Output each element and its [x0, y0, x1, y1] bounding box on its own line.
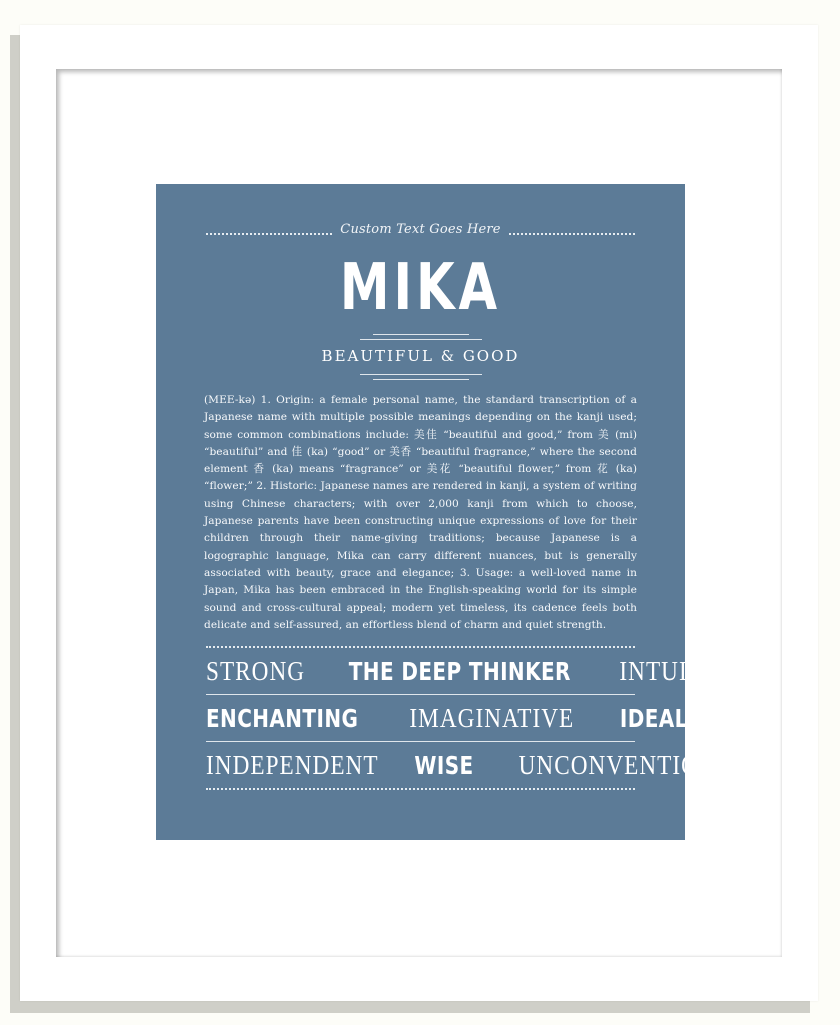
trait-row-1	[206, 648, 745, 694]
rule-bottom-1	[360, 374, 482, 375]
custom-text-row	[206, 222, 635, 244]
name-title: MIKA	[339, 251, 502, 325]
traits-block	[206, 646, 750, 790]
name-definition: (MEE-kə) 1. Origin: a female personal name, the standard transcription of a Japanese name with multiple possible meanings depending on the kanji used; some common combinations include: 美佳 “beautiful and good,” from 美 (mi) “beautiful” and 佳 (ka) “good” or 美香 “beautiful fragrance,” where the second element 香 (ka) means “fragrance” or 美花 “beautiful flower,” from 花 (ka) “flower;” 2. Historic: Japanese names are rendered in kanji, a system of writing using Chinese characters; with over 2,000 kanji from which to choose, Japanese parents have been constructing unique expressions of love for their children through their name-giving traditions; because Japanese is a logographic language, Mika can carry different nuances, but is generally associated with beauty, grace and elegance; 3. Usage: a well-loved name in Japan, Mika has been embraced in the English-speaking world for its simple sound and cross-cultural appeal; modern yet timeless, its cadence feels both delicate and self-assured, an effortless blend of charm and quiet strength.	[204, 394, 637, 631]
name-print	[156, 184, 750, 840]
trait-row-3	[206, 742, 750, 788]
trait-row-2	[206, 695, 748, 741]
trait: IDEALISTIC	[619, 703, 748, 733]
trait: ENCHANTING	[206, 703, 359, 733]
dotted-divider-right	[509, 233, 635, 235]
rule-bottom-2	[373, 379, 469, 380]
name-meaning: BEAUTIFUL & GOOD	[321, 347, 520, 365]
trait: STRONG	[206, 655, 306, 686]
trait: THE DEEP THINKER	[348, 656, 572, 686]
custom-text: Custom Text Goes Here	[340, 222, 501, 237]
rule-top-1	[373, 334, 469, 335]
trait: IMAGINATIVE	[409, 702, 575, 733]
trait: WISE	[414, 750, 474, 780]
rule-top-2	[360, 339, 482, 340]
trait: INTUITIVE	[619, 655, 745, 686]
trait: UNCONVENTIONAL	[518, 749, 750, 780]
dotted-divider-traits-bottom	[206, 788, 635, 790]
trait: INDEPENDENT	[206, 749, 379, 780]
